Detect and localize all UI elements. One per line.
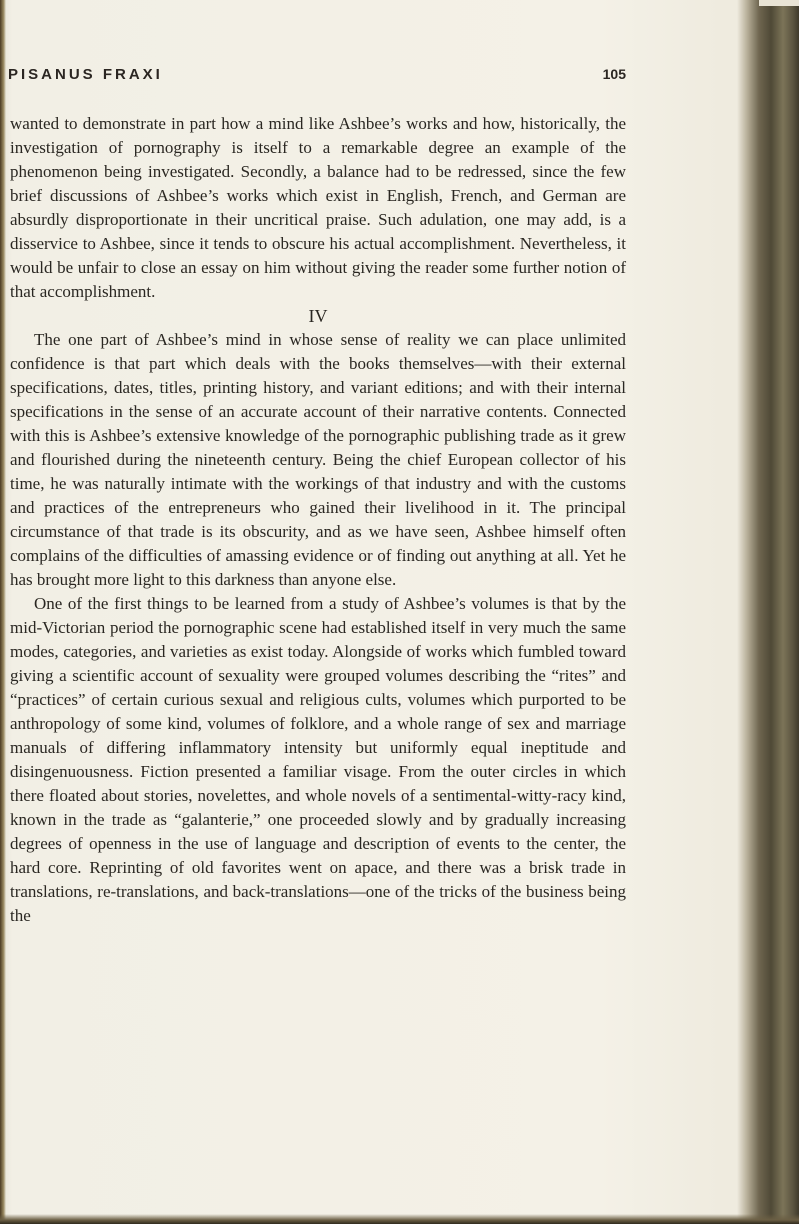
book-edge: [737, 0, 799, 1224]
running-head-title: PISANUS FRAXI: [8, 66, 163, 83]
paragraph: wanted to demonstrate in part how a mind like Ashbee’s works and how, historically, the investigation of pornography is itself to a remarkable degree an example of the phenomenon being investigated. Secondly, a balance had to be redressed, since the few brief discussions of Ashbee’s works which exist in English, French, and German are absurdly disproportionate in their uncritical praise. Such adulation, one may add, is a disservice to Ashbee, since it tends to obscure his actual accomplishment. Nevertheless, it would be unfair to close an essay on him without giving the reader some further notion of that accomplishment.: [10, 114, 626, 301]
page-number: 105: [602, 66, 626, 82]
book-edge-highlight: [759, 0, 799, 6]
running-head: [8, 66, 626, 86]
page-gutter-shadow: [0, 0, 6, 1224]
paragraph: The one part of Ashbee’s mind in whose sense of reality we can place unlimited confidence is that part which deals with the books themselves—with their external specifications, dates, titles, printing history, and variant editions; and with their internal specifications in the sense of an accurate account of their narrative contents. Connected with this is Ashbee’s extensive knowledge of the pornographic publishing trade as it grew and flourished during the nineteenth century. Being the chief European collector of his time, he was naturally intimate with the workings of that industry and with the customs and practices of the entrepreneurs who gained their livelihood in it. The principal circumstance of that trade is its obscurity, and as we have seen, Ashbee himself often complains of the difficulties of amassing evidence or of finding out anything at all. Yet he has brought more light to this darkness than anyone else.: [10, 330, 626, 589]
paragraph: One of the first things to be learned from a study of Ashbee’s volumes is that by the mid-Victorian period the pornographic scene had established itself in very much the same modes, categories, and varieties as exist today. Alongside of works which fumbled toward giving a scientific account of sexuality were grouped volumes describing the “rites” and “practices” of certain curious sexual and religious cults, volumes which purported to be anthropology of some kind, volumes of folklore, and a whole range of sex and marriage manuals of differing inflammatory intensity but uniformly equal ineptitude and disingenuousness. Fiction presented a familiar visage. From the outer circles in which there floated about stories, novelettes, and whole novels of a sentimental-witty-racy kind, known in the trade as “galanterie,” one proceeded slowly and by gradually increasing degrees of openness in the use of language and description of events to the center, the hard core. Reprinting of old favorites went on apace, and there was a brisk trade in translations, re-translations, and back-translations—one of the tricks of the business being the: [10, 594, 626, 925]
page-bottom-shadow: [0, 1214, 799, 1224]
body-text: [10, 112, 626, 928]
section-heading: IV: [308, 306, 328, 326]
